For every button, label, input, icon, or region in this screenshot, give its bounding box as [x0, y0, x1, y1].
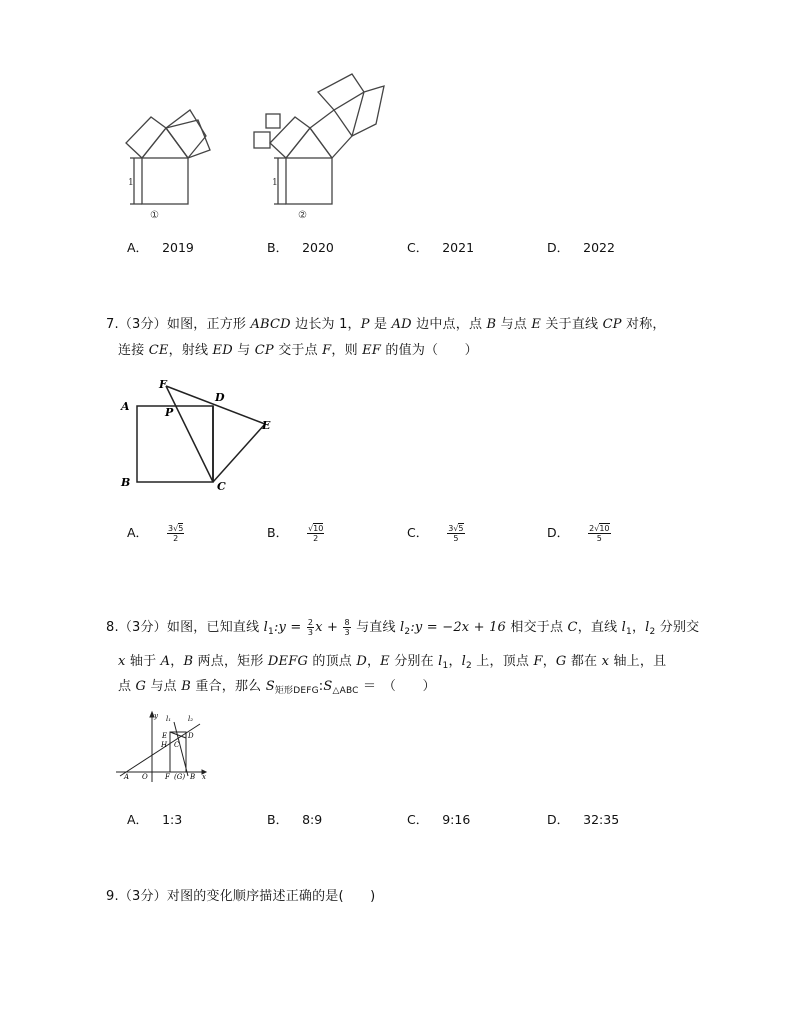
q7-option-b: B． $\frac{√10}{2}$	[267, 524, 324, 543]
q8-option-d: D． 32:35	[547, 812, 620, 827]
q7-line-1: 7.（3分）如图，正方形 ABCD 边长为 1，P 是 AD 边中点，点 B 与点 E 关于直线 CP 对称，	[106, 317, 666, 332]
q8-label-f: F	[165, 773, 170, 781]
q6-option-d: D． 2022	[547, 240, 615, 255]
q7-label-b: B	[121, 476, 131, 489]
q6-side-label-1: 1	[128, 178, 134, 188]
q7-option-c: C． $\frac{3√5}{5}$	[407, 524, 464, 543]
q6-fig1-label: ①	[150, 210, 159, 221]
q7-label-e: E	[262, 419, 271, 432]
q8-label-l2: l₂	[188, 715, 194, 723]
q7-label-f: F	[159, 378, 167, 391]
q8-label-o: O	[142, 773, 148, 781]
q8-option-b: B． 8:9	[267, 812, 323, 827]
q7-label-p: P	[165, 406, 174, 419]
q8-label-e: E	[162, 732, 168, 740]
q7-line-2: 连接 CE，射线 ED 与 CP 交于点 F，则 EF 的值为（ ）	[118, 343, 478, 358]
q6-fig1-square	[142, 158, 188, 204]
q8-label-l1: l₁	[166, 715, 172, 723]
q7-option-d: D． $\frac{2√10}{5}$	[547, 524, 610, 543]
q8-line-3: 点 G 与点 B 重合，那么 $S_{矩形DEFG}:S_{\triangle ABC}$ ＝ （ ）	[118, 679, 436, 696]
q9-line-1: 9.（3分）对图的变化顺序描述正确的是( )	[106, 889, 376, 904]
q6-option-c: C． 2021	[407, 240, 475, 255]
q7-label-d: D	[215, 391, 225, 404]
q8-line-2: x 轴于 A，B 两点，矩形 DEFG 的顶点 D，E 分别在 $l_1$，$l_2$ 上，顶点 F，G 都在 x 轴上，且	[118, 654, 667, 671]
q6-option-a: A． 2019	[127, 240, 194, 255]
q8-label-g: (G)	[174, 773, 186, 781]
q6-fig2-label: ②	[298, 210, 307, 221]
q8-label-y: y	[154, 712, 158, 720]
q8-label-b: B	[190, 773, 196, 781]
q7-line-fc	[166, 386, 213, 482]
q8-option-a: A． 1:3	[127, 812, 183, 827]
q6-side-label-2: 1	[272, 178, 278, 188]
q6-figure	[120, 70, 400, 230]
q8-label-x: x	[202, 773, 206, 781]
q6-fig2-square	[286, 158, 332, 204]
q7-option-a: A． $\frac{3√5}{2}$	[127, 524, 184, 543]
q8-figure	[114, 708, 214, 784]
q8-line-1: 8.（3分）如图，已知直线 $l_1:y$ = $\frac{2}{3}$ x + $\frac{8}{3}$ 与直线 $l_2:y = -2x + 16$ 相交于点 C，直线 $l_1$，$l_2$ 分别交	[106, 618, 700, 637]
q7-label-c: C	[217, 480, 226, 493]
q6-option-b: B． 2020	[267, 240, 334, 255]
q8-label-c: C	[174, 741, 180, 749]
q8-label-a: A	[124, 773, 130, 781]
q8-option-c: C． 9:16	[407, 812, 471, 827]
q7-figure	[115, 374, 285, 494]
q7-square	[137, 406, 213, 482]
q8-label-d: D	[188, 732, 194, 740]
q6-fig1-small-square	[126, 117, 166, 158]
q7-label-a: A	[121, 400, 130, 413]
q8-label-h: H	[161, 741, 168, 749]
q7-line-ce	[213, 424, 265, 482]
